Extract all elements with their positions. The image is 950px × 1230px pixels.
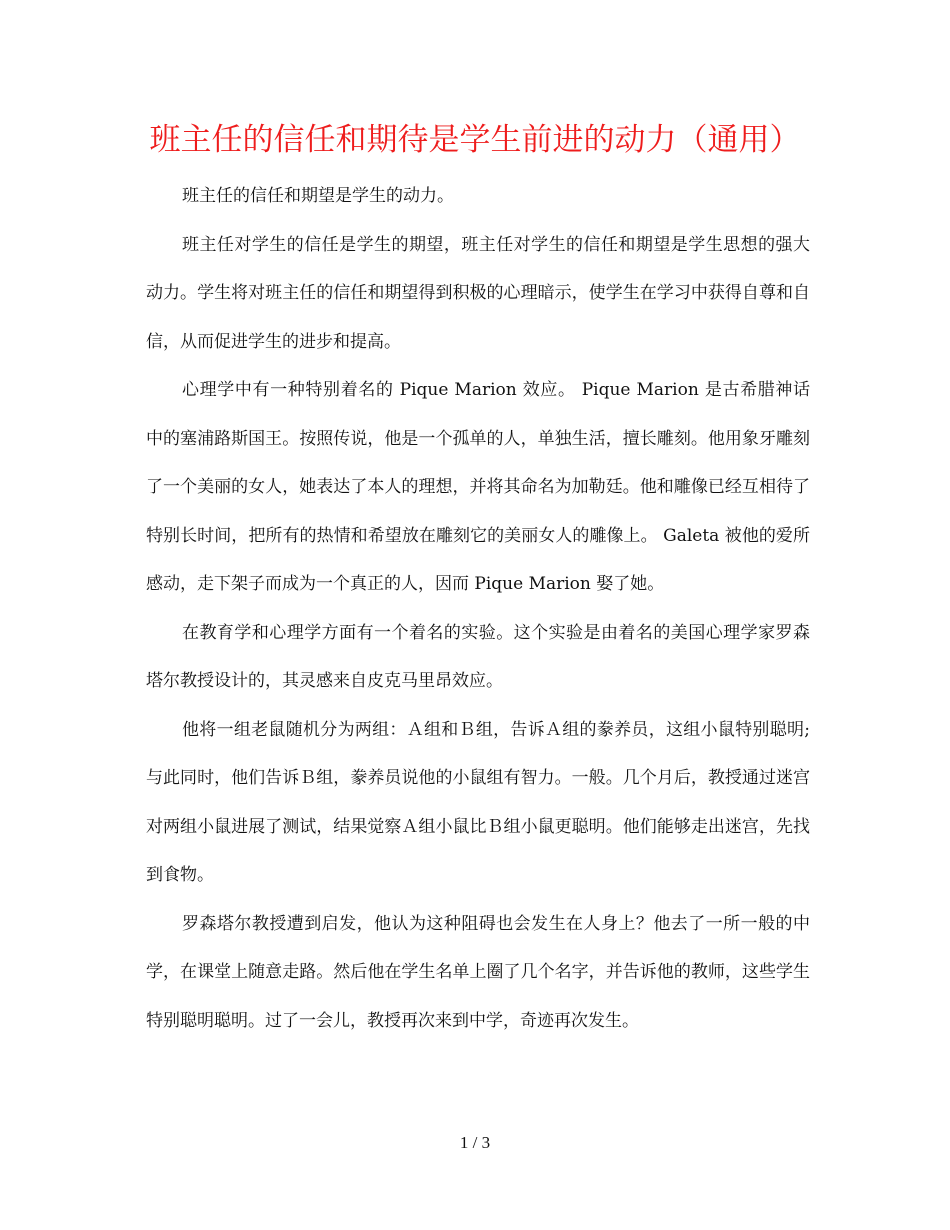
paragraph: 他将一组老鼠随机分为两组：Ａ组和Ｂ组，告诉Ａ组的豢养员，这组小鼠特别聪明;与此同时，他们告诉Ｂ组，豢养员说他的小鼠组有智力。一般。几个月后，教授通过迷宫对两组小鼠进展了测试，结果觉察Ａ组小鼠比Ｂ组小鼠更聪明。他们能够走出迷宫，先找到食物。 xyxy=(146,719,810,885)
paragraph: 罗森塔尔教授遭到启发，他认为这种阻碍也会发生在人身上？他去了一所一般的中学，在课堂上随意走路。然后他在学生名单上圈了几个名字，并告诉他的教师，这些学生特别聪明聪明。过了一会儿，教授再次来到中学，奇迹再次发生。 xyxy=(146,913,810,1031)
page-number: 1 / 3 xyxy=(459,1133,491,1152)
paragraph: 心理学中有一种特别着名的 Pique Marion 效应。 Pique Marion 是古希腊神话中的塞浦路斯国王。按照传说，他是一个孤单的人，单独生活，擅长雕刻。他用象牙雕刻了一个美丽的女人，她表达了本人的理想，并将其命名为加勒廷。他和雕像已经互相待了特别长时间，把所有的热情和希望放在雕刻它的美丽女人的雕像上。 Galeta 被他的爱所感动，走下架子而成为一个真正的人，因而 Pique Marion 娶了她。 xyxy=(146,380,810,594)
paragraph: 班主任的信任和期望是学生的动力。 xyxy=(182,186,454,206)
document-title: 班主任的信任和期待是学生前进的动力（通用） xyxy=(149,122,801,158)
paragraph: 班主任对学生的信任是学生的期望，班主任对学生的信任和期望是学生思想的强大动力。学生将对班主任的信任和期望得到积极的心理暗示，使学生在学习中获得自尊和自信，从而促进学生的进步和提高。 xyxy=(146,234,810,352)
paragraph: 在教育学和心理学方面有一个着名的实验。这个实验是由着名的美国心理学家罗森塔尔教授设计的，其灵感来自皮克马里昂效应。 xyxy=(146,622,810,691)
document-body xyxy=(146,172,810,1045)
